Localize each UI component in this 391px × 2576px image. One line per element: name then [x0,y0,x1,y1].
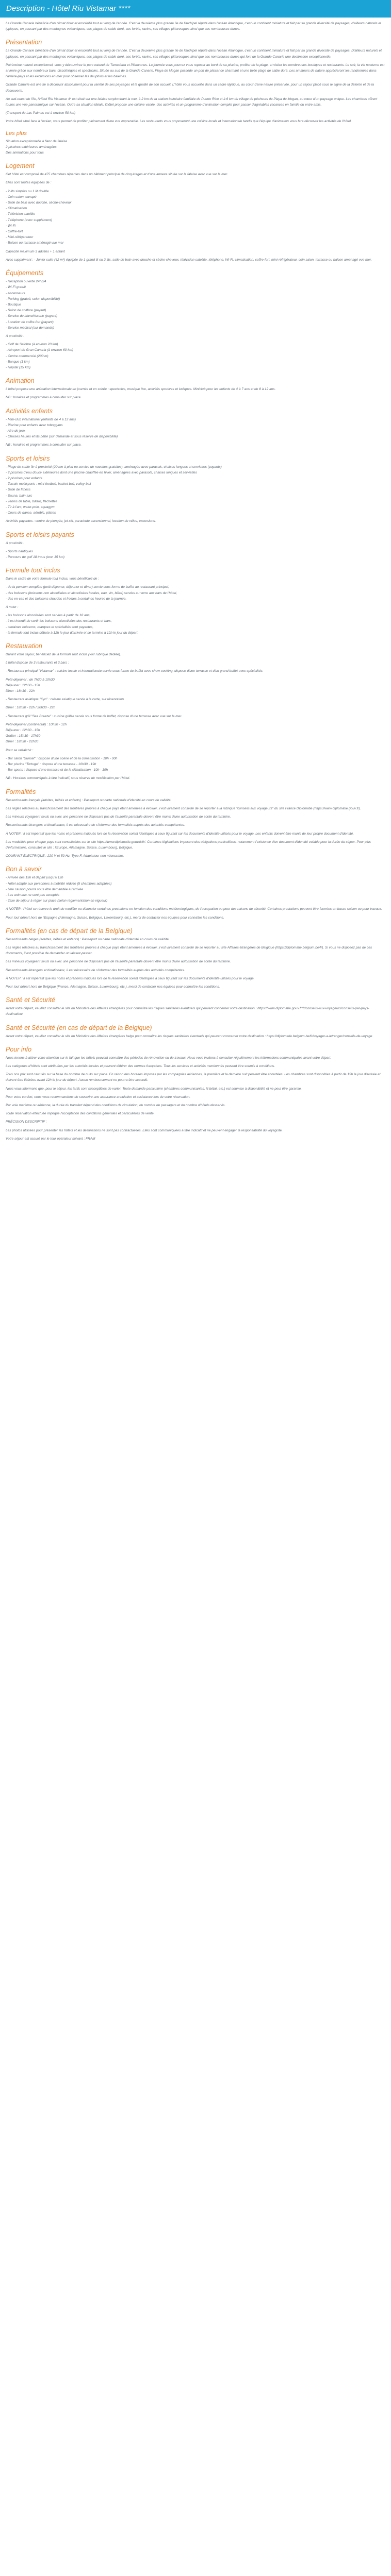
paid-sports-list [6,549,385,560]
list-item: - Parking (gratuit, selon disponibilité) [6,297,60,301]
restauration-paragraph: L'hôtel dispose de 3 restaurants et 3 bars : [6,661,69,665]
logement-paragraph: Cet hôtel est composé de 475 chambres réparties dans un bâtiment principal de cinq étages et d'une annexe située sur la falaise avec vue sur la mer. [6,173,228,177]
list-item: - Salle de bain avec douche, sèche-cheveux [6,201,72,205]
bon-paragraph: Pour tout départ hors de l'Espagne (Allemagne, Suisse, Belgique, Luxembourg, etc.), merci de contacter nos équipes pour connaître les conditions. [6,916,224,920]
grill-hours-list [6,722,385,745]
equipements-paragraph: À proximité : [6,334,25,338]
logement-paragraph: Elles sont toutes équipées de : [6,181,52,185]
info-paragraph: Toute réservation effectuée implique l'acceptation des conditions générales et particulières de vente. [6,1112,155,1116]
list-item: Goûter : 15h30 - 17h30 [6,734,41,738]
formalites-paragraph: Les mineurs voyageant seuls ou avec une personne ne disposant pas de l'autorité parentale doivent être munis d'une autorisation de sortie du territoire. [6,815,231,819]
list-item: - Taxe de séjour à régler sur place (selon réglementation en vigueur) [6,899,108,903]
sante-paragraph: Avant votre départ, veuillez consulter le site du Ministère des Affaires étrangères pour connaître les risques sanitaires éventuels qui peuvent concerner votre destination : https://www.diplomatie.gouv.fr/fr/conseils-aux-voyageurs/conseils-par-pays-destination/ [6,1007,369,1016]
good-to-know-list [6,875,385,904]
info-paragraph: Pour votre confort, nous vous recommandons de souscrire une assurance annulation et assistance lors de votre réservation. [6,1095,191,1099]
formalites-belgique-paragraph: Pour tout départ hors de Belgique (France, Allemagne, Suisse, Luxembourg, etc.), merci de contacter nos équipes pour connaître les conditions. [6,985,220,989]
formalites-paragraph: COURANT ÉLECTRIQUE : 220 V et 50 Hz. Type F. Adaptateur non nécessaire. [6,854,124,858]
list-item: - Golf de Salobre (à environ 20 km) [6,343,58,347]
section-heading-highlights: Les plus [6,130,27,137]
presentation-paragraph: La Grande Canarie bénéficie d'un climat doux et ensoleillé tout au long de l'année. C'est la deuxième plus grande île de l'archipel réputé dans l'océan Atlantique, c'est un continent miniature et fait par sa grande diversité de paysages. D'ailleurs naturels et typiques, en passant par des montagnes volcaniques, ses plages de sable doré, ses forêts, ravins, ses villages pittoresques ainsi que ses nombreuses dunes qui font de la Grande Canarie une destination exceptionnelle. [6,49,382,59]
list-item: - Cours de danse, aérobic, pilates [6,511,56,515]
list-item: Situation exceptionnelle à flanc de falaise [6,139,68,143]
list-item: - Sauna, bain turc [6,494,32,498]
list-item: - Arrivée dès 15h et départ jusqu'à 12h [6,876,63,880]
list-item: - Tennis de table, billard, fléchettes [6,499,58,503]
list-item: - certaines boissons, marques et spécialités sont payantes, [6,625,94,629]
all-inclusive-notes-list [6,613,385,636]
sports-list [6,464,385,516]
formalites-paragraph: Ressortissants français (adultes, bébés et enfants) : Passeport ou carte nationale d'identité en cours de validité. [6,798,172,802]
formalites-belgique-paragraph: Les règles relatives au franchissement des frontières propres à chaque pays étant amenées à évoluer, il est vivement conseillé de se reporter au site Affaires étrangères de Belgique (https://diplomatie.belgium.be/fr). Si vous ne disposez pas de ces documents, il est possible de demander un laissez-passer. [6,945,372,956]
list-item: - Wi-Fi gratuit [6,285,26,290]
intro-text: La Grande Canarie bénéficie d'un climat doux et ensoleillé tout au long de l'année. C'est la deuxième plus grande île de l'archipel réputé dans l'océan Atlantique, c'est un continent miniature et fait par sa grande diversité de paysages, d'ailleurs naturels et typiques, en passant par des montagnes volcaniques, ses plages de sable doré, ses forêts, ravins, ses villages pittoresques ainsi que ses nombreuses dunes. [6,22,381,31]
info-paragraph: Par voie maritime ou aérienne, la durée du transfert dépend des conditions de circulation, du nombre de passagers et du nombre d'hôtels desservis. [6,1103,226,1107]
list-item: - de la pension complète (petit déjeuner, déjeuner et dîner) servie sous forme de buffet au restaurant principal, [6,585,169,589]
presentation-paragraph: Patrimoine naturel exceptionnel, vous y découvrirez le parc naturel de Tamadaba et Pilancones. La journée vous pourrez vous reposer au bord de sa piscine, profiter de la plage, et visiter les nombreuses boutiques et restaurants. Le soir, la vie nocturne est animée grâce aux nombreux bars, discothèques et spectacles. Située au sud de la Grande Canarie, Playa de Mogan possède un port de plaisance charmant et une belle plage de sable doré. Les amateurs de nature apprécieront les randonnées dans l'arrière-pays et les excursions en mer pour observer les dauphins et les baleines. [6,63,385,79]
presentation-paragraph: (Transport de Las Palmas est à environ 50 km) [6,111,75,115]
formalites-paragraph: Les règles relatives au franchissement des frontières propres à chaque pays étant amenées à évoluer, il est vivement conseillé de se reporter à la rubrique "conseils aux voyageurs" du site France Diplomatie (https://www.diplomatie.gouv.fr). [6,806,361,810]
restauration-paragraph: Dîner : 18h30 - 22h / 20h30 - 22h [6,706,56,710]
list-item: - Centre commercial (200 m) [6,354,48,358]
list-item: - Parcours de golf 18 trous (env. 15 km) [6,555,65,559]
formalites-belgique-paragraph: Ressortissants étrangers et binationaux, il est nécessaire de s'informer des formalités auprès des autorités compétentes. [6,968,185,972]
formalites-paragraph: Les modalités pour chaque pays sont consultables sur le site https://www.diplomatie.gouv.fr/fr/. Certaines législations imposent des obligations particulières, notamment l'existence d'un document d'identité valable pour la durée du séjour. Pour plus d'informations, consultez le site : l'Europe, Allemagne, Suisse, Luxembourg, Belgique. [6,840,371,850]
formalites-paragraph: Ressortissants étrangers et binationaux, il est nécessaire de s'informer des formalités auprès des autorités compétentes. [6,823,185,827]
list-item: - Aire de jeux [6,429,26,433]
list-item: Dîner : 18h30 - 22h30 [6,740,39,744]
list-item: - Télévision satellite [6,212,36,216]
list-item: - Boutique [6,302,21,307]
all-inclusive-list [6,584,385,602]
list-item: - il est interdit de sortir les boissons alcoolisées des restaurants et bars, [6,619,112,623]
list-item: - Les animaux ne sont pas acceptés [6,893,60,897]
presentation-paragraph: Au sud-ouest de l'île, l'Hôtel Riu Vistamar 4* est situé sur une falaise surplombant la mer, à 2 km de la station balnéaire familiale de Puerto Rico et à 6 km du village de pêcheurs de Playa de Mogan, au cœur d'un paysage unique. Les chambres offrent toutes une vue panoramique sur l'océan. Outre sa situation idéale, l'hôtel propose une cuisine variée, des activités et un programme d'animation complet pour passer d'agréables vacances en famille ou entre amis. [6,97,378,107]
section-heading-formalites-belgique: Formalités (en cas de départ de la Belgique) [6,927,133,935]
list-item: - Plage de sable fin à proximité (20 mn à pied ou service de navettes gratuites), aménagée avec parasols, chaises longues et serviettes (payants) [6,465,222,469]
precision-label: PRÉCISION DESCRIPTIF : [6,1120,47,1124]
list-item: 2 piscines extérieures aménagées [6,145,57,149]
precision-paragraph: Les photos utilisées pour présenter les hôtels et les destinations ne sont pas contractuelles. Elles sont communiquées à titre indicatif et ne peuvent engager la responsabilité du voyagiste. [6,1128,283,1132]
list-item: - Aéroport de Gran Canaria (à environ 60 km) [6,348,73,352]
list-item: - Chaises hautes et lits bébé (sur demande et sous réserve de disponibilité) [6,435,118,439]
equipment-list [6,279,385,331]
formule-paragraph: À noter : [6,605,19,609]
list-item: - Service de blanchisserie (payant) [6,314,58,318]
list-item: - Une caution pourra vous être demandée à l'arrivée [6,887,84,891]
restaurant-hours-list [6,677,385,694]
page-title: Description - Hôtel Riu Vistamar **** [0,0,391,18]
list-item: - Coffre-fort [6,230,23,234]
kids-activities-list [6,417,385,440]
sports-paragraph: Activités payantes : centre de plongée, jet-ski, parachute ascensionnel, location de vélos, excursions. [6,519,156,523]
section-heading-equipements: Équipements [6,269,43,277]
list-item: - Mini-réfrigérateur [6,235,34,240]
restauration-paragraph: NB : Horaires communiqués à titre indicatif, sous réserve de modification par l'hôtel. [6,776,131,781]
list-item: Dîner : 18h30 - 22h [6,689,35,693]
list-item: - des en-cas et des boissons chaudes et froides à certaines heures de la journée. [6,597,127,601]
list-item: Déjeuner : 12h30 - 15h [6,683,40,687]
section-heading-sports: Sports et loisirs [6,454,50,462]
list-item: - Bar salon "Sunset" : dispose d'une scène et de la climatisation - 10h - 00h [6,756,118,760]
list-item: - Tir à l'arc, water-polo, aquagym [6,505,55,509]
formalites-belgique-paragraph: À NOTER : il est impératif que les noms et prénoms indiqués lors de la réservation soient identiques à ceux figurant sur les documents d'identité utilisés pour le voyage. [6,976,255,980]
list-item: - Mini-club international (enfants de 4 à 12 ans) [6,417,76,421]
presentation-paragraph: Votre hôtel situé face à l'océan, vous permet de profiter pleinement d'une vue imprenable. Les restaurants vous proposeront une cuisine locale et internationale tandis que l'équipe d'animation vous fera découvrir les activités de l'hôtel. [6,120,352,124]
tour-operator-text: Votre séjour est assuré par le tour opérateur suivant : FRAM [6,1137,95,1141]
restauration-paragraph: - Restaurant principal "Vistamar" : cuisine locale et internationale servie sous forme de buffet avec show-cooking, dispose d'une terrasse et d'un grand buffet avec spécialités. [6,669,264,673]
list-item: - Bar sports : dispose d'une terrasse et de la climatisation - 10h - 19h [6,768,108,772]
list-item: - des boissons (boissons non alcoolisées et alcoolisées locales, eau, vin, bière) servies au verre aux bars de l'hôtel, [6,591,177,595]
list-item: - Coin salon, canapé [6,195,37,199]
presentation-paragraph: Grande Canarie est une île à découvrir absolument pour la variété de ses paysages et la qualité de son accueil. L'hôtel vous accueille dans un cadre idyllique, au cœur d'une nature préservée, pour un séjour placé sous le signe de la détente et de la découverte. [6,83,374,93]
section-heading-bon-a-savoir: Bon à savoir [6,866,42,873]
list-item: - Location de coffre-fort (payant) [6,320,54,324]
sante-belgique-paragraph: Avant votre départ, veuillez consulter le site du Ministère des Affaires étrangères belge pour connaître les risques sanitaires éventuels qui peuvent concerner votre destination : https://diplomatie.belgium.be/fr/voyager-a-letranger/conseils-de-voyage [6,1034,372,1038]
list-item: - Wi-Fi [6,224,16,228]
list-item: - Téléphone (avec supplément) [6,218,52,222]
info-paragraph: Les catégories d'hôtels sont attribuées par les autorités locales et peuvent différer des normes françaises. Tous les services et activités mentionnés peuvent être soumis à conditions. [6,1064,275,1068]
hotel-description [6,21,385,1144]
section-heading-sports-payants: Sports et loisirs payants [6,531,74,538]
list-item: - Ascenseurs [6,291,25,295]
list-item: - Service médical (sur demande) [6,326,54,330]
section-heading-restauration: Restauration [6,642,42,650]
formalites-belgique-paragraph: Ressortissants belges (adultes, bébés et enfants) : Passeport ou carte nationale d'identité en cours de validité. [6,937,170,941]
bon-paragraph: À NOTER : l'hôtel se réserve le droit de modifier ou d'annuler certaines prestations en fonction des conditions météorologiques, de l'occupation ou pour des raisons de sécurité. Certaines prestations peuvent être fermées en basse saison ou pour travaux. [6,907,382,911]
section-heading-activites-enfants: Activités enfants [6,407,53,415]
list-item: - Bar piscine "Tortuga" : dispose d'une terrasse - 10h30 - 19h [6,762,96,767]
bars-list [6,756,385,773]
highlights-list [6,139,385,156]
info-paragraph: Tous nos prix sont calculés sur la base du nombre de nuits sur place. En raison des horaires imposés par les compagnies aériennes, la première et la dernière nuit peuvent être écourtées. Les chambres sont disponibles à partir de 15h le jour d'arrivée et doivent être libérées avant 12h le jour du départ. Aucun remboursement ne pourra être accordé. [6,1073,381,1082]
section-heading-presentation: Présentation [6,39,42,46]
list-item: - 2 piscines d'eau douce extérieures dont une piscine chauffée en hiver, aménagées avec parasols, chaises longues et serviettes [6,470,197,474]
list-item: Déjeuner : 12h30 - 15h [6,728,40,733]
nearby-list [6,342,385,370]
list-item: - Climatisation [6,207,27,211]
list-item: - 2 piscines pour enfants [6,476,42,480]
restauration-paragraph: Pour se rafraîchir : [6,748,34,752]
restauration-paragraph: Durant votre séjour, bénéficiez de la formule tout inclus (voir rubrique dédiée). [6,653,121,657]
list-item: - Banque (1 km) [6,360,30,364]
animation-paragraph: L'hôtel propose une animation internationale en journée et en soirée : spectacles, musique live, activités sportives et ludiques. Miniclub pour les enfants de 4 à 7 ans et de 8 à 12 ans. [6,387,276,392]
list-item: - les boissons alcoolisées sont servies à partir de 18 ans, [6,614,91,618]
list-item: - Salle de fitness [6,488,31,492]
info-paragraph: Nous tenons à attirer votre attention sur le fait que les hôtels peuvent connaître des périodes de rénovation ou de travaux. Nous vous invitons à consulter régulièrement les informations communiquées avant votre départ. [6,1056,332,1060]
restauration-paragraph: - Restaurant asiatique "Kyo" : cuisine asiatique servie à la carte, sur réservation. [6,698,125,702]
section-heading-formalites: Formalités [6,788,36,795]
list-item: - Hôtel adapté aux personnes à mobilité réduite (5 chambres adaptées) [6,882,112,886]
room-equipment-list [6,189,385,246]
section-heading-pour-info: Pour info [6,1045,32,1053]
list-item: - Balcon ou terrasse aménagé vue mer [6,241,64,245]
list-item: - Sports nautiques [6,549,33,553]
list-item: Petit-déjeuner (continental) : 10h30 - 12h [6,722,67,726]
list-item: - Piscine pour enfants avec toboggans [6,423,63,427]
logement-paragraph: Avec supplément : - Junior suite (42 m²) équipée de 1 grand lit ou 2 lits, salle de bain avec douche et sèche-cheveux, télévision satellite, téléphone, Wi-Fi, climatisation, coffre-fort, mini-réfrigérateur, coin salon, terrasse ou balcon aménagé vue mer. [6,258,372,262]
sports-paragraph: À proximité : [6,541,25,545]
formule-paragraph: Dans le cadre de votre formule tout inclus, vous bénéficiez de : [6,577,100,581]
formalites-paragraph: À NOTER : il est impératif que les noms et prénoms indiqués lors de la réservation soient identiques à ceux figurant sur les documents d'identité utilisés pour le voyage. Les enfants doivent être munis de leur propre document d'identité. [6,832,354,836]
list-item: Des animations pour tous [6,151,44,155]
info-paragraph: Nous vous informons que, pour le séjour, les tarifs sont susceptibles de varier. Toute demande particulière (chambres communicantes, lit bébé, etc.) est soumise à disponibilité et ne peut être garantie. [6,1087,302,1091]
section-heading-logement: Logement [6,162,35,170]
activites-paragraph: NB : horaires et programmes à consulter sur place. [6,443,82,447]
list-item: - Réception ouverte 24h/24 [6,280,46,284]
section-heading-formule: Formule tout inclus [6,567,60,574]
list-item: - Salon de coiffure (payant) [6,309,46,313]
list-item: - 2 lits simples ou 1 lit double [6,189,49,193]
list-item: - Terrain multisports : mini-football, basket-ball, volley-ball [6,482,91,486]
section-heading-animation: Animation [6,377,35,385]
section-heading-sante-belgique: Santé et Sécurité (en cas de départ de la Belgique) [6,1024,152,1031]
logement-paragraph: Capacité maximum 3 adultes + 1 enfant [6,249,65,253]
formalites-belgique-paragraph: Les mineurs voyageant seuls ou avec une personne ne disposant pas de l'autorité parentale doivent être munis d'une autorisation de sortie du territoire. [6,960,231,964]
section-heading-sante: Santé et Sécurité [6,996,55,1004]
animation-paragraph: NB : horaires et programmes à consulter sur place. [6,396,82,400]
restauration-paragraph: - Restaurant grill "Sea Breeze" : cuisine grillée servie sous forme de buffet, dispose d'une terrasse avec vue sur la mer. [6,714,182,718]
list-item: Petit-déjeuner : de 7h30 à 10h30 [6,677,55,682]
list-item: - la formule tout inclus débute à 12h le jour d'arrivée et se termine à 12h le jour du départ. [6,631,139,635]
list-item: - Hôpital (15 km) [6,365,31,369]
